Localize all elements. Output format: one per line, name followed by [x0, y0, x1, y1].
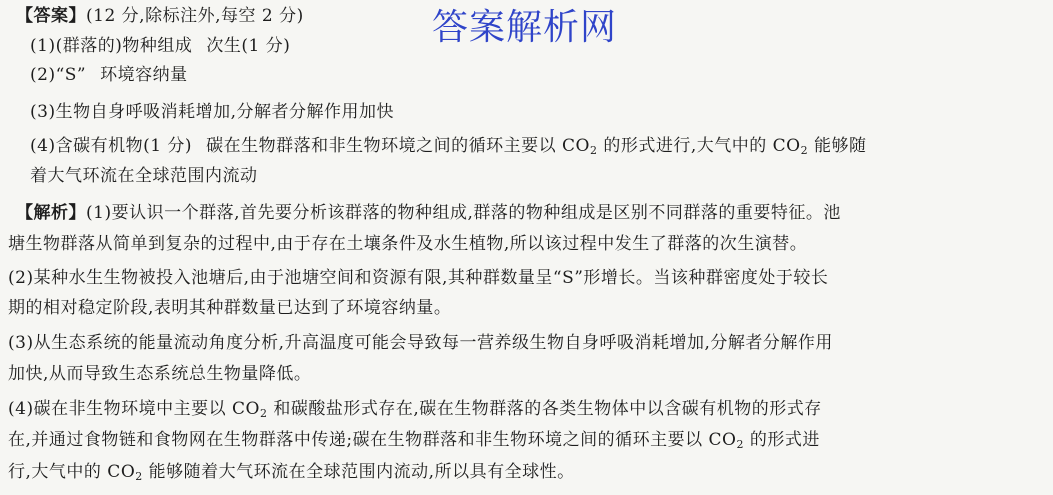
answer-line-1: (1)(群落的)物种组成 次生(1 分) — [30, 36, 291, 56]
analysis-line-9: 行,大气中的 CO2 能够随着大气环流在全球范围内流动,所以具有全球性。 — [8, 462, 575, 483]
analysis-line-8: 在,并通过食物链和食物网在生物群落中传递;碳在生物群落和非生物环境之间的循环主要以 CO2 的形式进 — [8, 430, 820, 451]
watermark: 答案解析网 — [432, 7, 618, 48]
answer-line-5: 着大气环流在全球范围内流动 — [30, 166, 258, 186]
answer-line-3: (3)生物自身呼吸消耗增加,分解者分解作用加快 — [30, 102, 394, 122]
answer-label: 【答案】 — [16, 6, 86, 26]
analysis-line-7: (4)碳在非生物环境中主要以 CO2 和碳酸盐形式存在,碳在生物群落的各类生物体中以含碳有机物的形式存 — [8, 399, 822, 420]
analysis-line-6: 加快,从而导致生态系统总生物量降低。 — [8, 364, 312, 384]
answer-header-line — [16, 4, 304, 28]
analysis-line-4: 期的相对稳定阶段,表明其种群数量已达到了环境容纳量。 — [8, 298, 452, 318]
analysis-line-3: (2)某种水生生物被投入池塘后,由于池塘空间和资源有限,其种群数量呈“S”形增长。当该种群密度处于较长 — [8, 268, 829, 288]
answer-line-4: (4)含碳有机物(1 分) 碳在生物群落和非生物环境之间的循环主要以 CO2 的形式进行,大气中的 CO2 能够随 — [30, 136, 867, 157]
analysis-line-1: 【解析】(1)要认识一个群落,首先要分析该群落的物种组成,群落的物种组成是区别不同群落的重要特征。池 — [16, 203, 841, 223]
analysis-line-2: 塘生物群落从简单到复杂的过程中,由于存在土壤条件及水生植物,所以该过程中发生了群落的次生演替。 — [8, 234, 808, 254]
answer-header: (12 分,除标注外,每空 2 分) — [86, 6, 304, 26]
analysis-label: 【解析】 — [16, 203, 86, 223]
answer-line-2: (2)“S” 环境容纳量 — [30, 65, 188, 85]
analysis-line-5: (3)从生态系统的能量流动角度分析,升高温度可能会导致每一营养级生物自身呼吸消耗增加,分解者分解作用 — [8, 333, 833, 353]
